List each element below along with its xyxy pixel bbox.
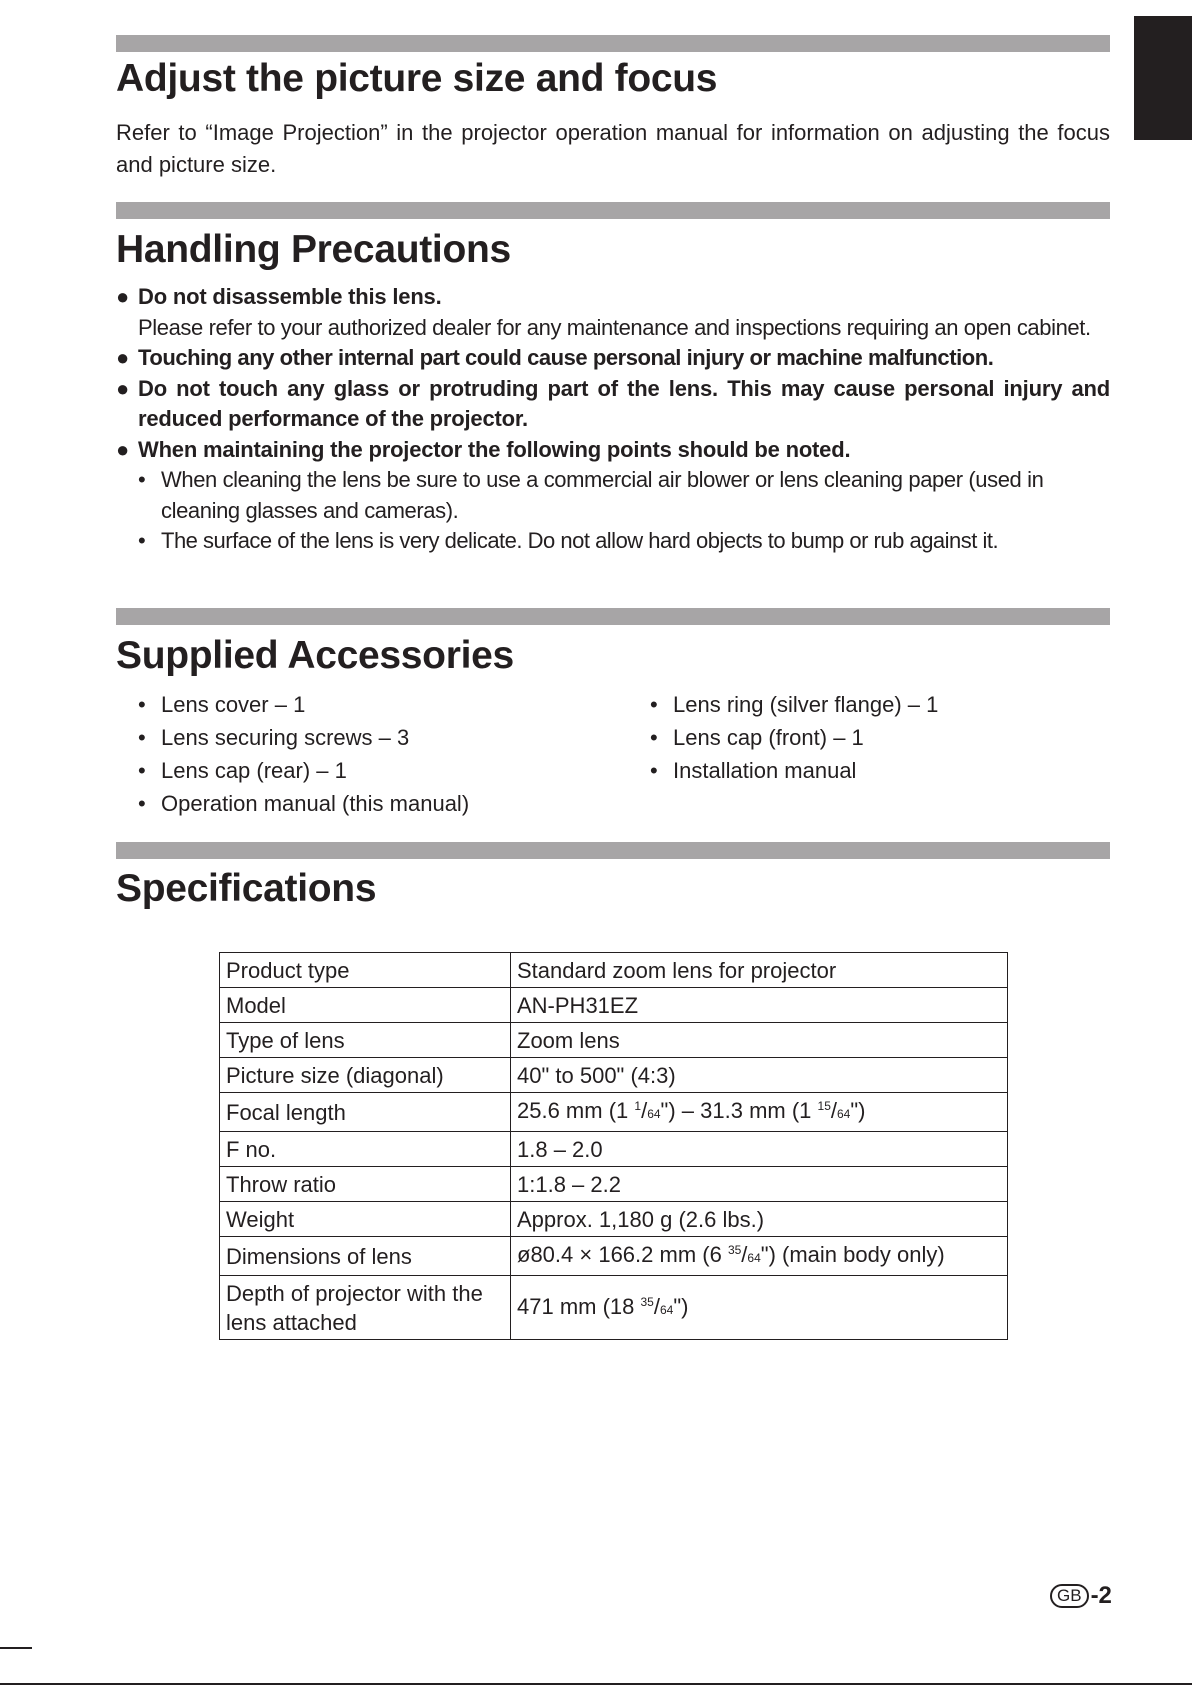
heading-handling-precautions: Handling Precautions — [116, 228, 511, 271]
bullet-icon: ● — [116, 345, 130, 370]
fraction-numerator: 35 — [727, 1243, 742, 1257]
spec-value: Standard zoom lens for projector — [511, 953, 1008, 988]
bullet-icon: ● — [116, 375, 130, 401]
bullet-icon: • — [138, 758, 146, 783]
language-tab-marker — [1134, 16, 1192, 140]
accessory-item — [116, 787, 469, 820]
fraction-numerator: 15 — [817, 1099, 831, 1113]
precaution-title: Do not touch any glass or protruding part of the lens. This may cause personal injury and reduced performance of the projector. — [138, 375, 1110, 431]
heading-supplied-accessories: Supplied Accessories — [116, 634, 514, 677]
spec-key: Type of lens — [220, 1023, 511, 1058]
subitem-text: When cleaning the lens be sure to use a commercial air blower or lens cleaning paper (used in cleaning glasses and cameras). — [161, 467, 1044, 523]
accessories-column-right — [628, 688, 938, 787]
table-row — [220, 1202, 1008, 1237]
bullet-icon: • — [138, 528, 146, 553]
fraction-slash: / — [830, 1098, 837, 1123]
heading-specifications: Specifications — [116, 867, 377, 910]
accessory-label: Lens securing screws – 3 — [161, 725, 410, 750]
accessory-label: Lens cap (front) – 1 — [673, 725, 864, 750]
precaution-title: When maintaining the projector the following points should be noted. — [138, 436, 851, 462]
accessory-item — [628, 721, 938, 754]
table-row — [220, 1093, 1008, 1132]
precaution-subitem — [116, 465, 1110, 526]
precaution-text: Please refer to your authorized dealer for any maintenance and inspections requiring an open cabinet. — [138, 314, 1091, 340]
bullet-icon: • — [650, 758, 658, 783]
section-divider-bar — [116, 842, 1110, 859]
accessories-column-left — [116, 688, 469, 820]
spec-key: Dimensions of lens — [220, 1237, 511, 1276]
bullet-icon: • — [138, 725, 146, 750]
accessory-item — [628, 688, 938, 721]
precaution-title: Do not disassemble this lens. — [138, 284, 442, 309]
value-part: 471 mm (18 — [517, 1293, 641, 1319]
spec-value — [511, 1276, 1008, 1340]
accessory-label: Lens cover – 1 — [161, 692, 306, 717]
spec-value: Zoom lens — [511, 1023, 1008, 1058]
bullet-icon: • — [138, 791, 146, 816]
spec-key: F no. — [220, 1132, 511, 1167]
precaution-item — [116, 282, 1110, 343]
accessory-item — [116, 688, 469, 721]
fraction-numerator: 1 — [634, 1099, 642, 1113]
bullet-icon: • — [650, 692, 658, 717]
fraction-slash: / — [641, 1098, 648, 1123]
spec-key: Depth of projector with the lens attached — [220, 1276, 511, 1340]
value-part: 25.6 mm (1 — [517, 1098, 635, 1123]
spec-value — [511, 1093, 1008, 1132]
table-row — [220, 1132, 1008, 1167]
section-divider-bar — [116, 202, 1110, 219]
value-part: ") (main body only) — [760, 1242, 945, 1267]
subitem-text: The surface of the lens is very delicate. Do not allow hard objects to bump or rub against it. — [161, 528, 999, 553]
page-number — [1050, 1582, 1112, 1610]
accessory-label: Installation manual — [673, 758, 857, 783]
fraction-slash: / — [653, 1293, 660, 1319]
table-row — [220, 1276, 1008, 1340]
fraction-denominator: 64 — [647, 1107, 661, 1121]
heading-adjust: Adjust the picture size and focus — [116, 57, 718, 100]
fraction-denominator: 64 — [659, 1302, 674, 1317]
accessory-label: Operation manual (this manual) — [161, 791, 470, 816]
spec-key: Picture size (diagonal) — [220, 1058, 511, 1093]
fraction-slash: / — [741, 1242, 748, 1267]
accessory-label: Lens ring (silver flange) – 1 — [673, 692, 939, 717]
spec-value: Approx. 1,180 g (2.6 lbs.) — [511, 1202, 1008, 1237]
crop-mark-line — [0, 1647, 32, 1649]
value-part: ø80.4 × 166.2 mm (6 — [517, 1242, 728, 1267]
fraction-denominator: 64 — [837, 1107, 851, 1121]
value-part: ") — [850, 1098, 866, 1123]
spec-key: Throw ratio — [220, 1167, 511, 1202]
precaution-item — [116, 374, 1110, 435]
spec-key: Model — [220, 988, 511, 1023]
table-row — [220, 953, 1008, 988]
region-badge-gb: GB — [1050, 1584, 1089, 1608]
bullet-icon: • — [650, 725, 658, 750]
table-row — [220, 1237, 1008, 1276]
precaution-title: Touching any other internal part could cause personal injury or machine malfunction. — [138, 345, 994, 370]
fraction-numerator: 35 — [640, 1294, 654, 1309]
spec-key: Focal length — [220, 1093, 511, 1132]
page-number-value: -2 — [1090, 1582, 1112, 1609]
precaution-item — [116, 343, 1110, 374]
table-row — [220, 1023, 1008, 1058]
precaution-item — [116, 435, 1110, 466]
table-row — [220, 1167, 1008, 1202]
spec-value — [511, 1237, 1008, 1276]
spec-value: 1.8 – 2.0 — [511, 1132, 1008, 1167]
section-divider-bar — [116, 35, 1110, 52]
value-part: ") – 31.3 mm (1 — [660, 1098, 818, 1123]
table-row — [220, 1058, 1008, 1093]
accessory-item — [116, 721, 469, 754]
accessory-item — [116, 754, 469, 787]
bullet-icon: • — [138, 692, 146, 717]
bullet-icon: ● — [116, 436, 130, 462]
table-row — [220, 988, 1008, 1023]
precautions-list — [116, 282, 1110, 557]
adjust-body-text: Refer to “Image Projection” in the projector operation manual for information on adjusting the focus and picture size. — [116, 120, 1110, 177]
bullet-icon: ● — [116, 284, 130, 309]
spec-value: AN-PH31EZ — [511, 988, 1008, 1023]
spec-key: Product type — [220, 953, 511, 988]
specifications-table — [219, 952, 1008, 1340]
accessory-label: Lens cap (rear) – 1 — [161, 758, 347, 783]
bullet-icon: • — [138, 467, 146, 492]
spec-value: 1:1.8 – 2.2 — [511, 1167, 1008, 1202]
value-part: ") — [673, 1293, 689, 1319]
accessory-item — [628, 754, 938, 787]
spec-value: 40" to 500" (4:3) — [511, 1058, 1008, 1093]
section-divider-bar — [116, 608, 1110, 625]
precaution-subitem — [116, 526, 1110, 557]
spec-key: Weight — [220, 1202, 511, 1237]
fraction-denominator: 64 — [747, 1251, 761, 1265]
